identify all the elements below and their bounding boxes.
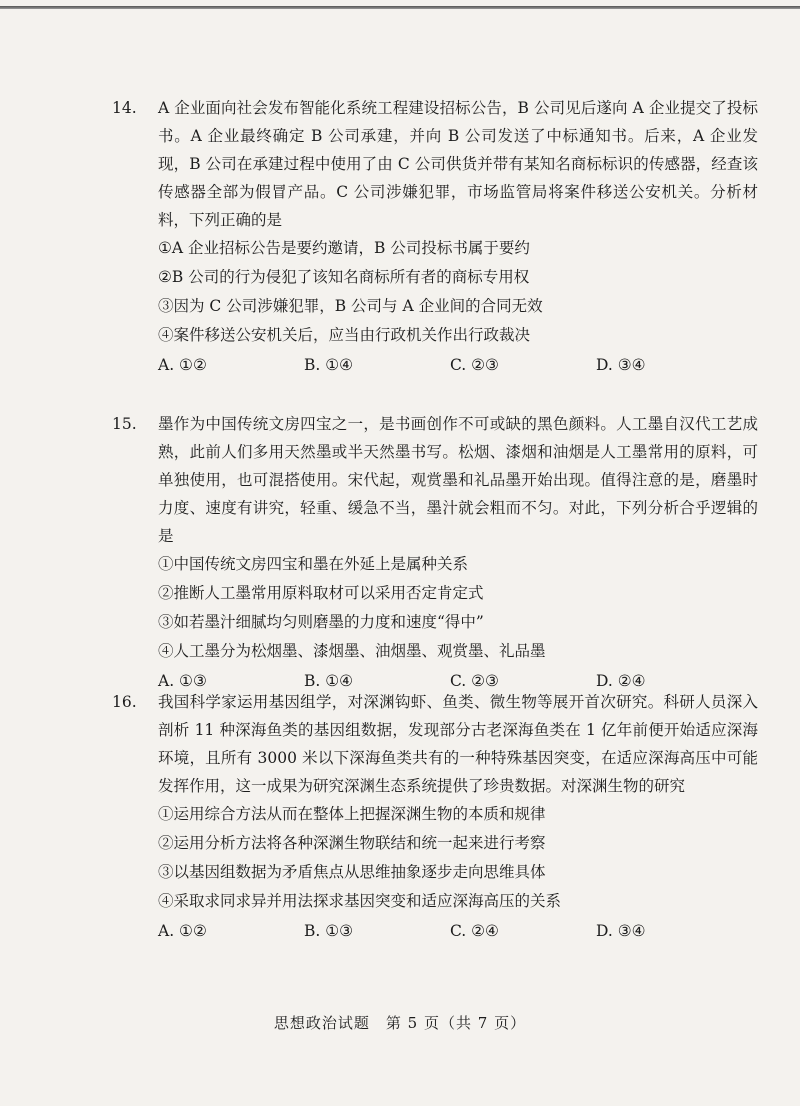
choice-d: D. ②④ (596, 672, 646, 690)
choice-a: A. ①② (158, 922, 207, 940)
choice-d: D. ③④ (596, 922, 646, 940)
statement-3: ③以基因组数据为矛盾焦点从思维抽象逐步走向思维具体 (158, 863, 546, 881)
choice-c: C. ②③ (450, 356, 499, 374)
question-15 (112, 410, 758, 696)
choice-b: B. ①④ (304, 672, 354, 690)
statement-1: ①运用综合方法从而在整体上把握深渊生物的本质和规律 (158, 805, 546, 823)
question-text: A 企业面向社会发布智能化系统工程建设招标公告，B 公司见后遂向 A 企业提交了投标书。A 企业最终确定 B 公司承建，并向 B 公司发送了中标通知书。后来，A 企业发现，B 公司在承建过程中使用了由 C 公司供货并带有某知名商标标识的传感器，经查该传感器全部为假冒产品。C 公司涉嫌犯罪，市场监管局将案件移送公安机关。分析材料，下列正确的是 (158, 99, 758, 229)
statement-1: ①中国传统文房四宝和墨在外延上是属种关系 (158, 555, 469, 573)
statement-2: ②推断人工墨常用原料取材可以采用否定肯定式 (158, 584, 484, 602)
answer-choices (158, 916, 758, 946)
question-16 (112, 688, 758, 946)
choice-b: B. ①④ (304, 356, 354, 374)
question-number: 15. (112, 415, 137, 433)
choice-d: D. ③④ (596, 356, 646, 374)
question-number: 14. (112, 99, 137, 117)
statement-3: ③如若墨汁细腻均匀则磨墨的力度和速度“得中” (158, 613, 484, 631)
question-stem (112, 94, 758, 234)
statement-1: ①A 企业招标公告是要约邀请，B 公司投标书属于要约 (158, 239, 530, 257)
choice-a: A. ①③ (158, 672, 207, 690)
question-stem (112, 688, 758, 800)
choice-b: B. ①③ (304, 922, 354, 940)
choice-c: C. ②③ (450, 672, 499, 690)
statement-2: ②B 公司的行为侵犯了该知名商标所有者的商标专用权 (158, 268, 530, 286)
question-number: 16. (112, 693, 137, 711)
page-footer: 思想政治试题 第 5 页（共 7 页） (273, 1014, 527, 1032)
question-stem (112, 410, 758, 550)
statement-4: ④人工墨分为松烟墨、漆烟墨、油烟墨、观赏墨、礼品墨 (158, 642, 546, 660)
answer-choices (158, 350, 758, 380)
question-text: 墨作为中国传统文房四宝之一，是书画创作不可或缺的黑色颜料。人工墨自汉代工艺成熟，此前人们多用天然墨或半天然墨书写。松烟、漆烟和油烟是人工墨常用的原料，可单独使用，也可混搭使用。宋代起，观赏墨和礼品墨开始出现。值得注意的是，磨墨时力度、速度有讲究，轻重、缓急不当，墨汁就会粗而不匀。对此，下列分析合乎逻辑的是 (158, 415, 758, 545)
question-14 (112, 94, 758, 380)
statement-2: ②运用分析方法将各种深渊生物联结和统一起来进行考察 (158, 834, 546, 852)
choice-c: C. ②④ (450, 922, 499, 940)
question-text: 我国科学家运用基因组学，对深渊钩虾、鱼类、微生物等展开首次研究。科研人员深入剖析 11 种深海鱼类的基因组数据，发现部分古老深海鱼类在 1 亿年前便开始适应深海环境，且所有 3000 米以下深海鱼类共有的一种特殊基因突变，在适应深海高压中可能发挥作用，这一成果为研究深渊生态系统提供了珍贵数据。对深渊生物的研究 (158, 693, 758, 795)
statement-4: ④采取求同求异并用法探求基因突变和适应深海高压的关系 (158, 892, 562, 910)
choice-a: A. ①② (158, 356, 207, 374)
statement-3: ③因为 C 公司涉嫌犯罪，B 公司与 A 企业间的合同无效 (158, 297, 543, 315)
statement-4: ④案件移送公安机关后，应当由行政机关作出行政裁决 (158, 326, 531, 344)
